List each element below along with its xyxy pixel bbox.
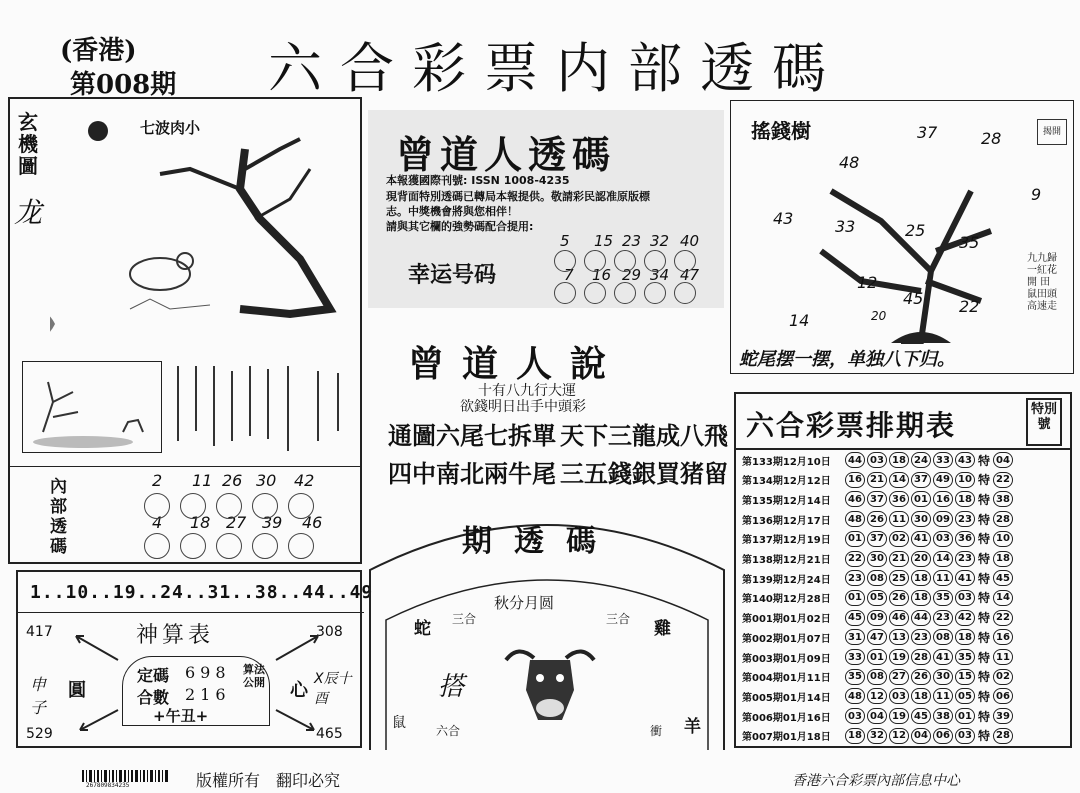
special-mark: 特 [978,532,991,547]
tree-num-1: 28 [981,129,1002,148]
ball-circle [288,493,314,519]
drawn-number: 42 [955,610,975,626]
ding-value: 698 [185,663,231,682]
drawn-number: 21 [867,472,887,488]
lucky-row2-3: 34 [650,266,670,284]
lucky-row2-0: 7 [564,266,574,284]
drawn-number: 43 [955,452,975,468]
ball-circle [674,250,696,272]
drawn-number: 24 [911,452,931,468]
special-mark: 特 [978,689,991,704]
drawn-number: 23 [933,610,953,626]
ball-circle [674,282,696,304]
drawn-number: 35 [845,669,865,685]
drawn-number: 45 [911,708,931,724]
special-number: 45 [993,570,1013,586]
xuanji-label: 玄機圖 [18,110,38,178]
chicken-label: 雞 [654,619,671,639]
schedule-row [742,549,1015,569]
ox-head-icon [500,640,600,730]
row-label: 第002期01月07日 [742,633,831,645]
drawn-number: 11 [933,688,953,704]
verse-2: 欲錢明日出手中頭彩 [460,399,586,415]
drawn-number: 08 [867,669,887,685]
drawn-number: 18 [955,629,975,645]
row-label: 第140期12月28日 [742,594,831,606]
picture-caption: 七波肉小 [140,119,201,137]
brand-title: 曾道人透碼 [396,132,617,177]
drawn-number: 12 [867,688,887,704]
drawn-number: 33 [933,452,953,468]
top-number-2: 26 [222,471,243,490]
tree-num-4: 43 [773,209,794,228]
special-number: 28 [993,511,1013,527]
top-number-3: 30 [256,471,277,490]
special-mark: 特 [978,611,991,626]
drawn-number: 23 [955,511,975,527]
snake-label: 蛇 [414,619,431,639]
drawn-number: 22 [845,551,865,567]
drawn-number: 21 [889,551,909,567]
drawn-number: 36 [955,531,975,547]
corner-bl: 529 [26,726,53,742]
lucky-row1-2: 23 [622,232,642,250]
schedule-row [742,588,1015,608]
special-mark: 特 [978,650,991,665]
special-number: 11 [993,649,1013,665]
he-label: 合數 [137,688,170,707]
top-number-1: 11 [192,471,213,490]
drawn-number: 16 [845,472,865,488]
drawn-number: 31 [845,629,865,645]
stamp-seal: 揭開 [1037,119,1067,145]
drawn-number: 46 [845,491,865,507]
ball-circle [216,533,242,559]
schedule-row [742,686,1015,706]
issue-number: 第008期 [70,70,177,100]
drawn-number: 19 [889,649,909,665]
drawn-number: 41 [955,570,975,586]
says-title: 曾道人說 [408,343,625,385]
ball-circle [584,250,606,272]
tree-num-5: 33 [835,217,856,236]
special-number: 39 [993,708,1013,724]
schedule-row [742,608,1015,628]
tree-num-10: 22 [959,297,980,316]
region-label: (香港) [60,36,137,66]
drawn-number: 01 [867,649,887,665]
schedule-row [742,568,1015,588]
drawn-number: 32 [867,728,887,744]
row-label: 第006期01月16日 [742,712,831,724]
drawn-number: 05 [955,688,975,704]
barcode-number: 267809834235 [86,782,130,789]
ball-circle [644,282,666,304]
small-picture [22,361,162,453]
bottom-number-4: 46 [302,513,323,532]
ball-circle [614,250,636,272]
money-tree-panel [730,100,1074,374]
notice-3: 請與其它欄的強勢碼配合提用: [386,220,534,233]
special-mark: 特 [978,709,991,724]
drawn-number: 26 [911,669,931,685]
row-label: 第003期01月09日 [742,653,831,665]
corner-tr: 308 [316,624,343,640]
drawn-number: 05 [867,590,887,606]
calc-title: 神算表 [136,623,215,648]
copyright-text: 版權所有 翻印必究 [196,771,341,790]
drawn-number: 23 [955,551,975,567]
drawn-number: 09 [867,610,887,626]
poem-1: 通圖六尾七拆單 [388,421,556,450]
drawn-number: 06 [933,728,953,744]
brand-panel [368,110,724,308]
drawn-number: 37 [911,472,931,488]
number-sequence: 1..10..19..24..31..38..44..49 [30,582,374,603]
schedule-row [742,450,1015,470]
page-title: 六合彩票内部透碼 [268,37,844,100]
right-side: X辰十酉 [314,671,352,707]
small-scene-icon [23,362,161,452]
special-number: 10 [993,531,1013,547]
autumn-text: 秋分月圆 [494,594,555,612]
ding-label: 定碼 [137,666,170,685]
drawn-number: 08 [933,629,953,645]
row-label: 第007期01月18日 [742,732,831,744]
row-label: 第137期12月19日 [742,535,831,547]
drawn-number: 12 [889,728,909,744]
side-char: 龙 [14,196,43,229]
schedule-title: 六合彩票排期表 [746,409,957,442]
tree-dog-illustration [50,109,360,359]
drawn-number: 48 [845,511,865,527]
tree-num-8: 12 [857,273,878,292]
corner-br: 465 [316,726,343,742]
left-top-panel [8,97,362,467]
drawn-number: 30 [911,511,931,527]
row-label: 第001期01月02日 [742,614,831,626]
drawn-number: 01 [911,491,931,507]
drawn-number: 18 [889,452,909,468]
calc-box [16,570,374,748]
notice-2: 志。中獎機會將與您相伴！ [386,205,518,218]
drawn-number: 11 [889,511,909,527]
drawn-number: 01 [845,531,865,547]
drawn-number: 44 [845,452,865,468]
drawn-number: 18 [911,688,931,704]
drawn-number: 26 [889,590,909,606]
goat-label: 羊 [684,717,701,737]
lucky-label: 幸运号码 [408,262,497,288]
schedule-row [742,627,1015,647]
register-line: 本報獲國際刊號: ISSN 1008-4235 [386,174,570,187]
ball-circle [614,282,636,304]
special-mark: 特 [978,512,991,527]
special-number: 04 [993,452,1013,468]
drawn-number: 03 [933,531,953,547]
row-label: 第133期12月10日 [742,456,831,468]
drawn-number: 41 [911,531,931,547]
special-mark: 特 [978,729,991,744]
drawn-number: 28 [911,649,931,665]
ball-circle [554,282,576,304]
calc-bottom: +午丑+ [153,707,209,725]
drawn-number: 20 [911,551,931,567]
special-number: 38 [993,491,1013,507]
drawn-number: 26 [867,511,887,527]
lucky-row1-4: 40 [680,232,700,250]
schedule-row [742,726,1015,746]
drawn-number: 35 [933,590,953,606]
drawn-number: 01 [955,708,975,724]
ball-circle [584,282,606,304]
bottom-number-0: 4 [152,513,163,532]
drawn-number: 27 [889,669,909,685]
drawn-number: 04 [911,728,931,744]
row-label: 第005期01月14日 [742,692,831,704]
rat-label: 鼠 [392,715,406,731]
drawn-number: 13 [889,629,909,645]
schedule-row [742,509,1015,529]
top-number-0: 2 [152,471,163,490]
inner-label: 內部透碼 [50,477,67,557]
liuhe-label: 六合 [436,724,461,738]
special-mark: 特 [978,473,991,488]
drawn-number: 23 [845,570,865,586]
footer-center: 香港六合彩票內部信息中心 [792,773,960,789]
drawn-number: 03 [845,708,865,724]
tree-num-12: 20 [871,309,887,323]
lucky-row1-1: 15 [594,232,614,250]
special-number: 28 [993,728,1013,744]
special-mark: 特 [978,571,991,586]
poem-4: 三五錢銀買猪留 [560,459,728,488]
special-number: 16 [993,629,1013,645]
drawn-number: 47 [867,629,887,645]
drawn-number: 25 [889,570,909,586]
special-number: 22 [993,610,1013,626]
lucky-row1-3: 32 [650,232,670,250]
special-number: 02 [993,669,1013,685]
ball-circle [554,250,576,272]
poem-3: 四中南北兩牛尾 [388,459,556,488]
special-number: 14 [993,590,1013,606]
drawn-number: 14 [933,551,953,567]
inner-code-panel [8,466,362,564]
arrows-icon [18,572,364,750]
special-mark: 特 [978,670,991,685]
ball-circle [288,533,314,559]
drawn-number: 02 [889,531,909,547]
drawn-number: 18 [955,491,975,507]
special-mark: 特 [978,591,991,606]
row-label: 第136期12月17日 [742,515,831,527]
schedule-row [742,706,1015,726]
poem-2: 天下三龍成八飛 [560,421,728,450]
row-label: 第138期12月21日 [742,555,831,566]
drawn-number: 11 [933,570,953,586]
ball-circle [144,493,170,519]
ball-circle [180,493,206,519]
chong-label: 衝 [650,724,663,738]
row-label: 第004期01月11日 [742,673,831,685]
schedule-row [742,470,1015,490]
drawn-number: 18 [911,590,931,606]
he-value: 216 [185,685,231,704]
schedule-row [742,647,1015,667]
drawn-number: 03 [889,688,909,704]
drawn-number: 19 [889,708,909,724]
lucky-row2-1: 16 [592,266,612,284]
special-mark: 特 [978,492,991,507]
lucky-row2-2: 29 [622,266,642,284]
drawn-number: 36 [889,491,909,507]
ball-circle [144,533,170,559]
tree-num-0: 37 [917,123,938,142]
drawn-number: 18 [845,728,865,744]
tree-num-7: 35 [959,233,980,252]
drawn-number: 08 [867,570,887,586]
drawn-number: 16 [933,491,953,507]
tree-num-11: 14 [789,311,810,330]
drawn-number: 18 [911,570,931,586]
row-label: 第135期12月14日 [742,495,831,507]
left-circle: 圓 [68,680,86,701]
special-mark: 特 [978,552,991,566]
row-label: 第139期12月24日 [742,574,831,586]
drawn-number: 03 [867,452,887,468]
tree-side-note: 九九歸一紅花開 田鼠田頭高速走 [1027,253,1057,312]
drawn-number: 49 [933,472,953,488]
corner-tl: 417 [26,624,53,640]
schedule-row [742,529,1015,549]
da-label: 搭 [438,672,465,702]
drawn-number: 30 [867,551,887,567]
bottom-number-2: 27 [226,513,247,532]
sanhe-right: 三合 [606,612,631,626]
ball-circle [644,250,666,272]
tree-title: 搖錢樹 [751,119,811,143]
notice-1: 現背面特別透碼已轉局本報提供。敬請彩民認准原版標 [386,190,650,203]
drawn-number: 03 [955,590,975,606]
drawn-number: 44 [911,610,931,626]
sanhe-left: 三合 [452,612,477,626]
special-mark: 特 [978,453,991,468]
handwritten-notes-icon [168,361,358,461]
special-number: 06 [993,688,1013,704]
drawn-number: 35 [955,649,975,665]
lucky-row1-0: 5 [560,232,570,250]
special-number: 18 [993,551,1013,567]
tree-num-6: 25 [905,221,926,240]
drawn-number: 30 [933,669,953,685]
drawn-number: 01 [845,590,865,606]
drawn-number: 48 [845,688,865,704]
top-number-4: 42 [294,471,315,490]
ball-circle [216,493,242,519]
special-tag: 特別號 [1026,398,1062,446]
right-text: 心 [290,680,308,701]
ball-circle [252,493,278,519]
next-title: 期透碼 [462,524,618,559]
drawn-number: 33 [845,649,865,665]
schedule-row [742,667,1015,687]
drawn-number: 45 [845,610,865,626]
drawn-number: 23 [911,629,931,645]
tree-num-3: 9 [1031,185,1042,204]
lucky-row2-4: 47 [680,266,700,284]
bottom-number-3: 39 [262,513,283,532]
method-label: 算法公開 [243,663,265,689]
bottom-number-1: 18 [190,513,211,532]
drawn-number: 41 [933,649,953,665]
tree-poem: 蛇尾摆一摆，单独八下归。 [739,349,955,370]
drawn-number: 09 [933,511,953,527]
tree-num-2: 48 [839,153,860,172]
drawn-number: 04 [867,708,887,724]
drawn-number: 14 [889,472,909,488]
drawn-number: 03 [955,728,975,744]
ball-circle [180,533,206,559]
schedule-row [742,489,1015,509]
left-text: 申子 [30,675,47,717]
verse-1: 十有八九行大運 [478,383,576,399]
special-mark: 特 [978,630,991,645]
drawn-number: 37 [867,531,887,547]
drawn-number: 15 [955,669,975,685]
special-number: 22 [993,472,1013,488]
row-label: 第134期12月12日 [742,476,831,488]
ball-circle [252,533,278,559]
tree-num-9: 45 [903,289,924,308]
drawn-number: 10 [955,472,975,488]
drawn-number: 38 [933,708,953,724]
drawn-number: 37 [867,491,887,507]
drawn-number: 46 [889,610,909,626]
